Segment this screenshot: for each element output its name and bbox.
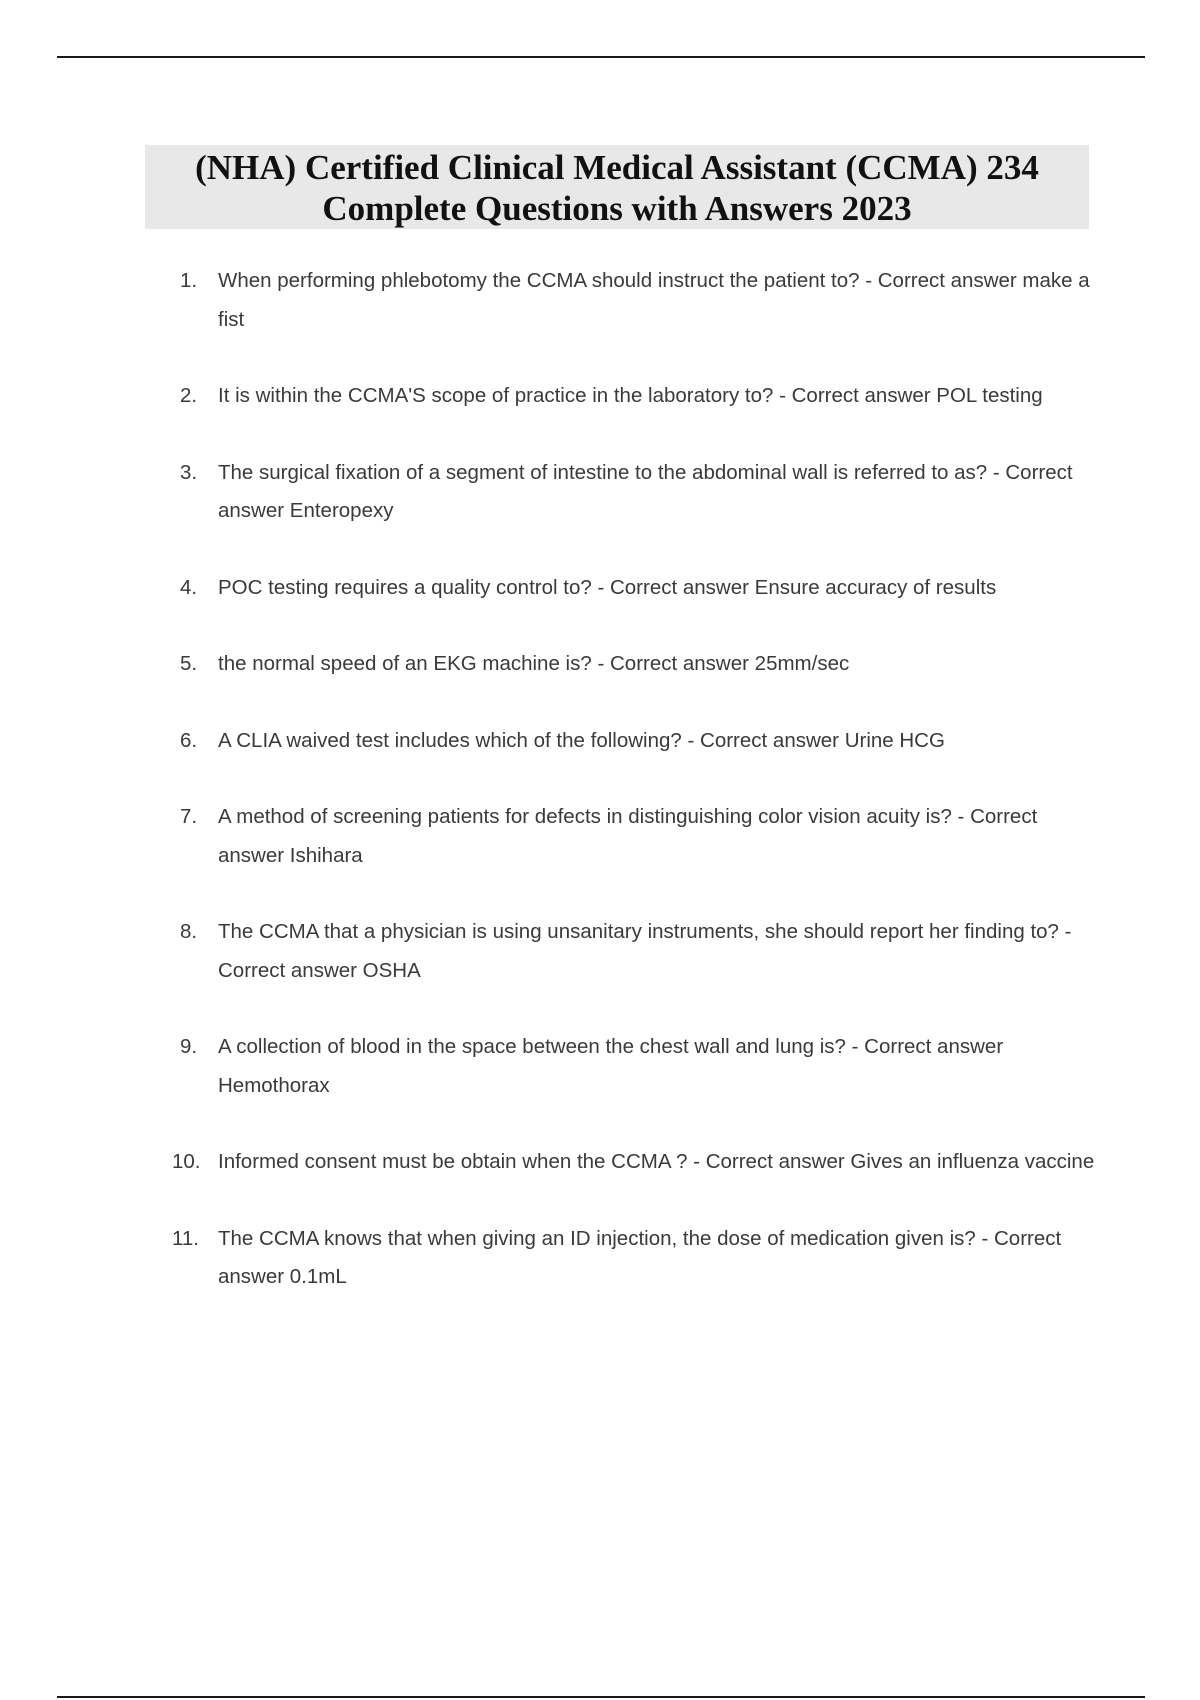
question-text: The surgical fixation of a segment of intestine to the abdominal wall is referred to as? - Correct answer Enteropexy <box>218 460 1073 522</box>
question-number: 7. <box>180 805 198 828</box>
question-number: 6. <box>180 728 198 752</box>
question-text: A collection of blood in the space between the chest wall and lung is? - Correct answer Hemothorax <box>218 1035 1004 1097</box>
title-line-2: Complete Questions with Answers 2023 <box>322 189 912 228</box>
question-item-1 <box>176 262 1106 339</box>
question-item-6 <box>176 722 1106 761</box>
question-number: 1. <box>180 269 198 292</box>
question-text: The CCMA knows that when giving an ID injection, the dose of medication given is? - Correct answer 0.1mL <box>218 1226 1062 1288</box>
question-number: 11. <box>172 1226 199 1250</box>
question-item-2 <box>176 377 1106 416</box>
question-number: 4. <box>180 575 198 599</box>
title-line-1: (NHA) Certified Clinical Medical Assistant (CCMA) 234 <box>195 148 1039 187</box>
question-text: The CCMA that a physician is using unsanitary instruments, she should report her finding to? - Correct answer OSHA <box>218 920 1072 982</box>
question-text: A CLIA waived test includes which of the following? - Correct answer Urine HCG <box>218 728 945 752</box>
question-item-5 <box>176 645 1106 684</box>
question-item-3 <box>176 454 1106 531</box>
question-item-8 <box>176 913 1106 990</box>
question-item-4 <box>176 569 1106 608</box>
question-item-9 <box>176 1028 1106 1105</box>
question-list <box>172 262 1106 1335</box>
question-text: A method of screening patients for defects in distinguishing color vision acuity is? - Correct answer Ishihara <box>218 805 1038 867</box>
question-text: the normal speed of an EKG machine is? - Correct answer 25mm/sec <box>218 652 850 675</box>
question-text: It is within the CCMA'S scope of practice in the laboratory to? - Correct answer POL testing <box>218 384 1043 407</box>
question-text: POC testing requires a quality control to? - Correct answer Ensure accuracy of results <box>218 575 997 599</box>
question-number: 3. <box>180 460 198 484</box>
question-item-10 <box>172 1143 1106 1182</box>
document-title <box>145 145 1089 229</box>
question-number: 5. <box>180 652 198 675</box>
question-number: 8. <box>180 920 198 943</box>
question-number: 10. <box>172 1150 201 1173</box>
question-item-7 <box>176 798 1106 875</box>
question-number: 9. <box>180 1035 198 1058</box>
top-rule <box>57 56 1145 58</box>
question-item-11 <box>172 1220 1106 1297</box>
question-number: 2. <box>180 384 198 407</box>
question-text: Informed consent must be obtain when the CCMA ? - Correct answer Gives an influenza vaccine <box>218 1150 1095 1173</box>
question-text: When performing phlebotomy the CCMA should instruct the patient to? - Correct answer make a fist <box>218 269 1090 331</box>
bottom-rule <box>57 1696 1145 1698</box>
